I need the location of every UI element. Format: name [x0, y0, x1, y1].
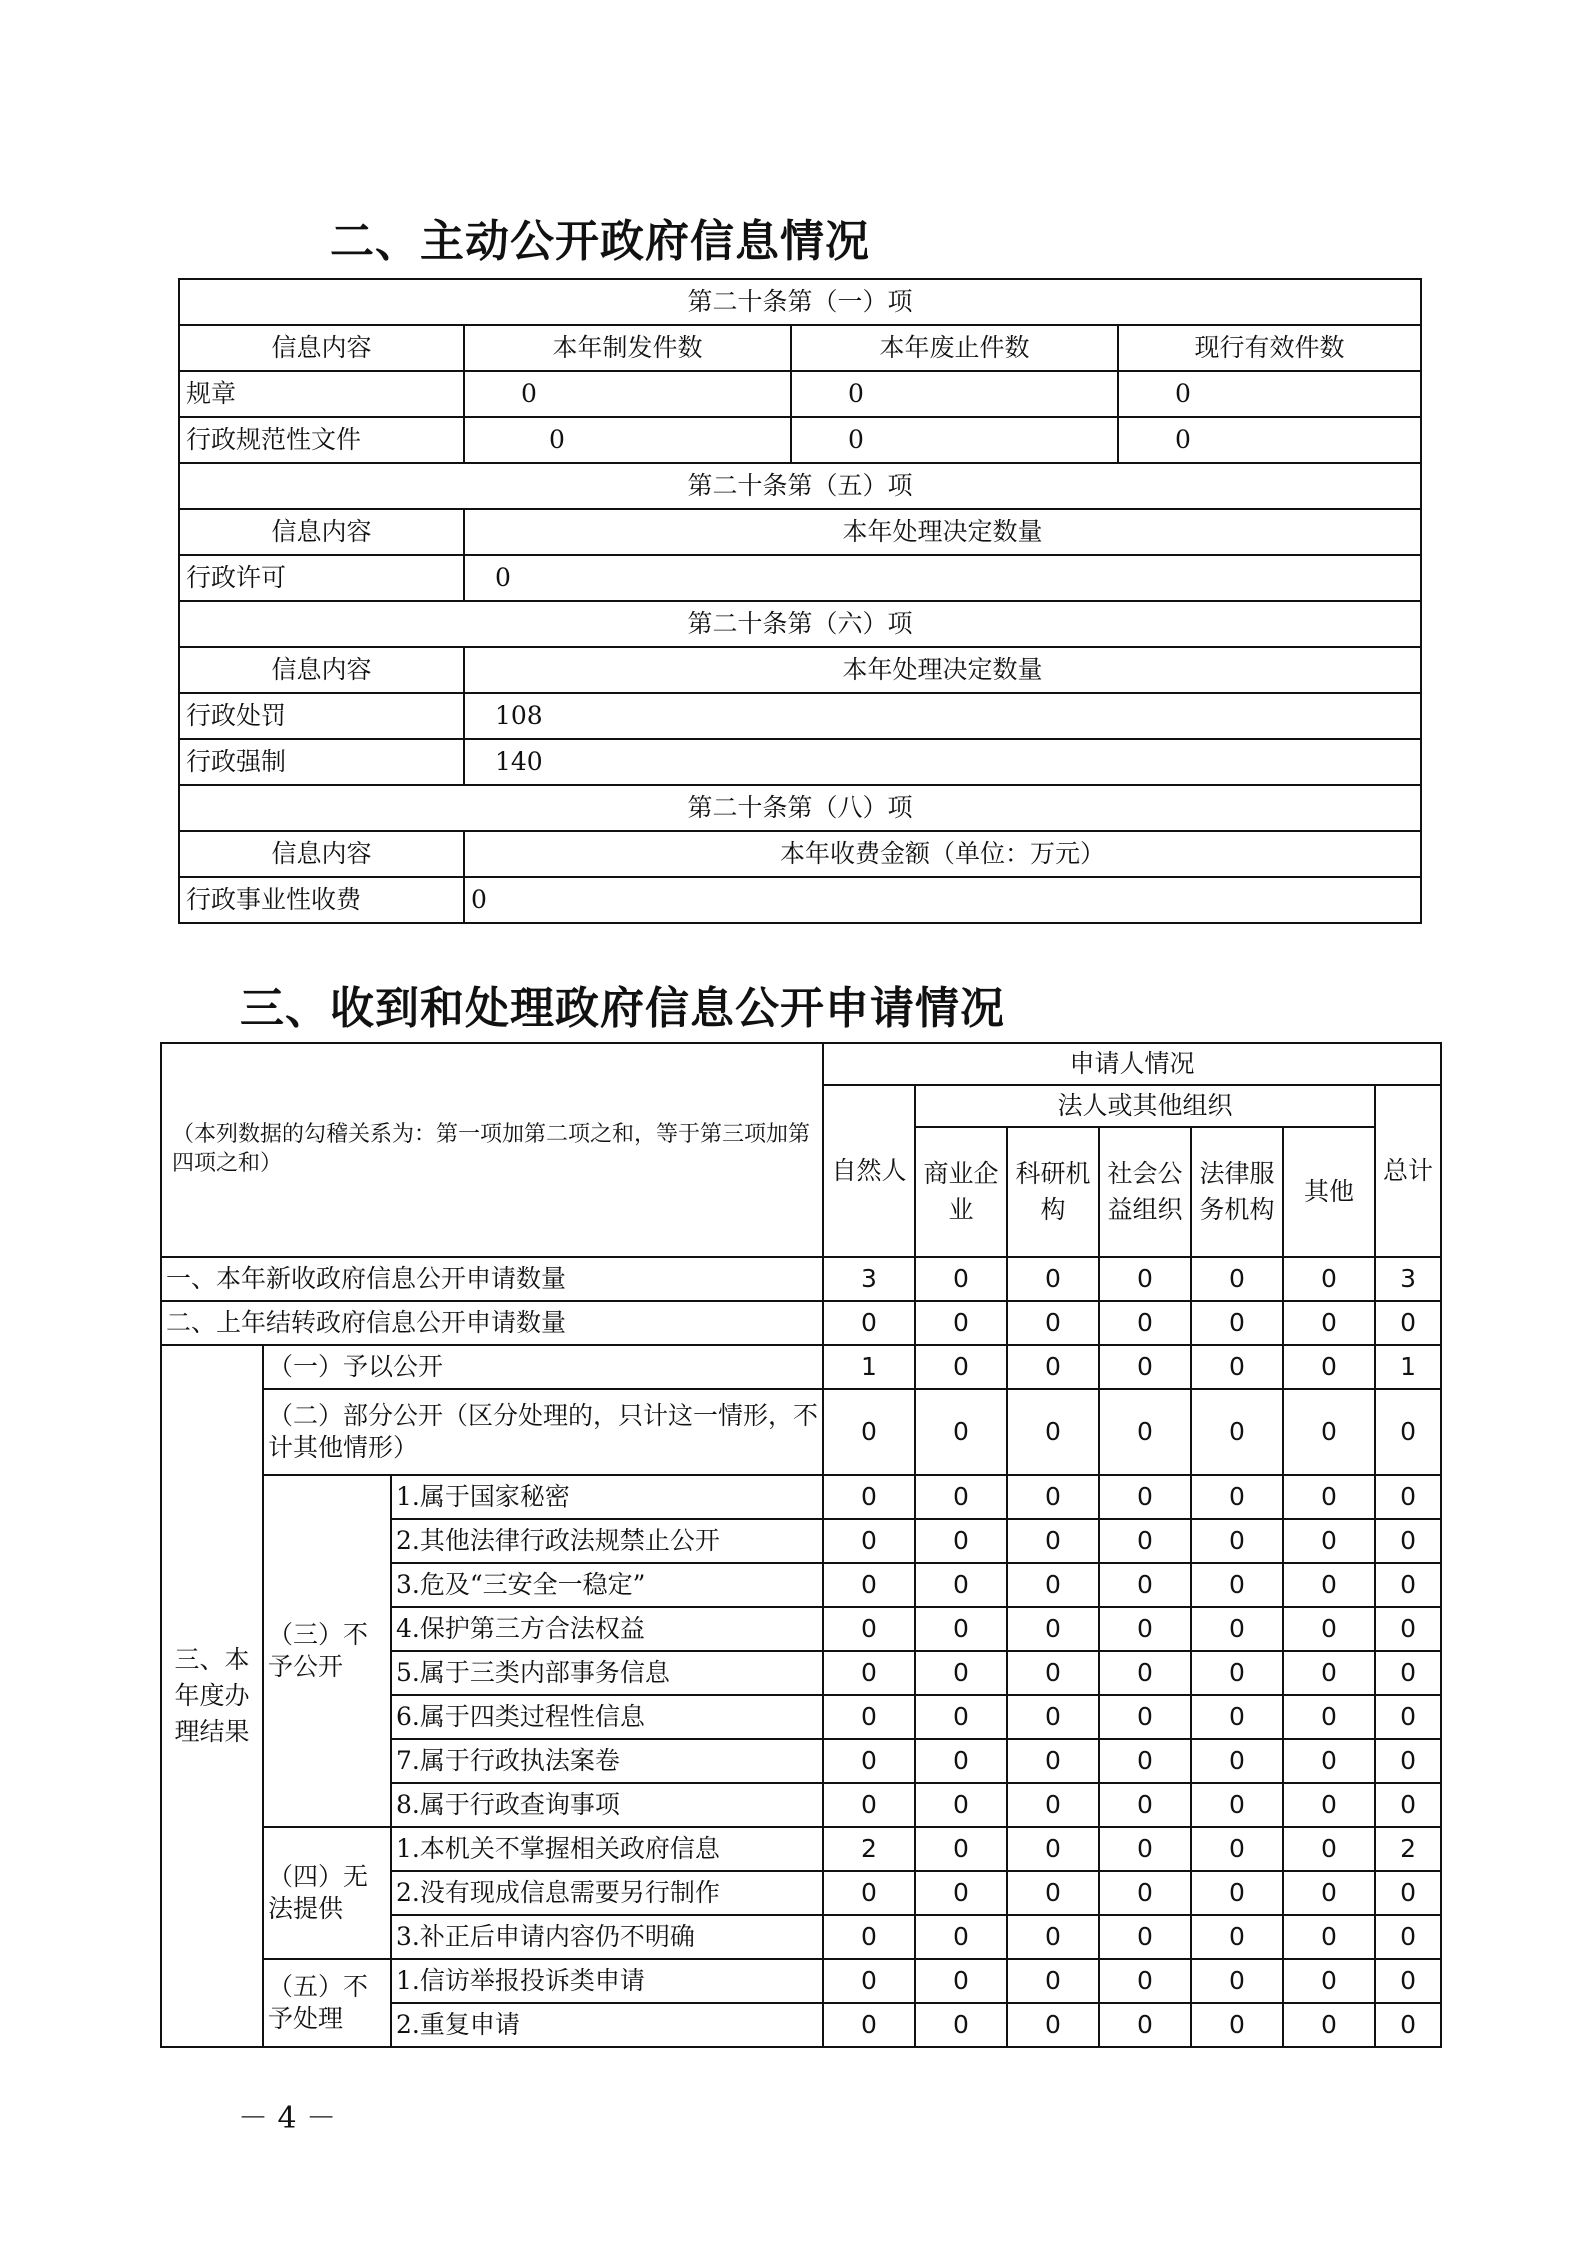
table-cell: 108 [464, 693, 1421, 739]
table-cell: 0 [823, 1651, 915, 1695]
table-cell: 0 [1007, 1739, 1099, 1783]
table-cell: 0 [823, 1783, 915, 1827]
table-row [179, 739, 1421, 785]
column-header: 信息内容 [179, 325, 464, 371]
table-cell: 0 [1007, 1871, 1099, 1915]
table-cell: 0 [823, 2003, 915, 2047]
group-label-results: 三、本年度办理结果 [161, 1345, 263, 2047]
table-cell: 0 [1283, 1519, 1375, 1563]
table-cell: 3 [1375, 1257, 1441, 1301]
table-cell: 0 [791, 371, 1118, 417]
table-cell: 0 [464, 555, 1421, 601]
table-cell: 0 [1099, 1389, 1191, 1475]
table-cell: 0 [1191, 1915, 1283, 1959]
table-cell: 0 [1283, 1389, 1375, 1475]
table-row [161, 1345, 1441, 1389]
table-cell: 0 [1007, 1827, 1099, 1871]
table-cell: 0 [1007, 1389, 1099, 1475]
table-cell: 0 [1007, 1563, 1099, 1607]
table-cell: 0 [915, 1345, 1007, 1389]
table-cell: 0 [1375, 1389, 1441, 1475]
table-cell: 0 [915, 1827, 1007, 1871]
table-cell: 0 [915, 2003, 1007, 2047]
column-header: 本年收费金额（单位：万元） [464, 831, 1421, 877]
table-cell: 0 [464, 371, 791, 417]
row-label: （二）部分公开（区分处理的，只计这一情形，不计其他情形） [263, 1389, 823, 1475]
table-cell: 0 [1099, 1345, 1191, 1389]
article-header: 第二十条第（一）项 [179, 279, 1421, 325]
table-row [179, 831, 1421, 877]
table-cell: 0 [1007, 1519, 1099, 1563]
table-cell: 0 [915, 1563, 1007, 1607]
table-cell: 0 [1099, 1651, 1191, 1695]
table-cell: 2 [1375, 1827, 1441, 1871]
column-header: 本年处理决定数量 [464, 647, 1421, 693]
table-cell: 0 [1191, 1959, 1283, 2003]
row-label: 行政事业性收费 [179, 877, 464, 923]
table-cell: 0 [1099, 1739, 1191, 1783]
table-cell: 0 [1375, 1519, 1441, 1563]
page-number: － 4 － [238, 2101, 337, 2136]
table-cell: 0 [915, 1915, 1007, 1959]
table-cell: 0 [1007, 1257, 1099, 1301]
reconciliation-note: （本列数据的勾稽关系为：第一项加第二项之和，等于第三项加第四项之和） [161, 1043, 823, 1257]
table-cell: 0 [1099, 1871, 1191, 1915]
table-cell: 0 [1099, 1301, 1191, 1345]
table-row [179, 509, 1421, 555]
column-header: 现行有效件数 [1118, 325, 1421, 371]
article-header: 第二十条第（六）项 [179, 601, 1421, 647]
table-row [161, 1475, 1441, 1519]
table-cell: 1 [1375, 1345, 1441, 1389]
row-label: 4.保护第三方合法权益 [391, 1607, 823, 1651]
table-cell: 0 [1099, 1519, 1191, 1563]
table-cell: 0 [1118, 417, 1421, 463]
article-header: 第二十条第（八）项 [179, 785, 1421, 831]
table-cell: 0 [915, 1301, 1007, 1345]
table-cell: 0 [1283, 1959, 1375, 2003]
table-cell: 0 [823, 1301, 915, 1345]
table-cell: 140 [464, 739, 1421, 785]
table-row [161, 1959, 1441, 2003]
row-label: 7.属于行政执法案卷 [391, 1739, 823, 1783]
table-cell: 0 [791, 417, 1118, 463]
table-cell: 0 [1007, 2003, 1099, 2047]
table-cell: 0 [1375, 1959, 1441, 2003]
column-header: 本年处理决定数量 [464, 509, 1421, 555]
table-cell: 0 [1375, 1915, 1441, 1959]
table-cell: 0 [1099, 1959, 1191, 2003]
table-cell: 0 [1375, 1563, 1441, 1607]
row-label: 行政强制 [179, 739, 464, 785]
table-cell: 0 [1283, 1827, 1375, 1871]
table-cell: 0 [1007, 1695, 1099, 1739]
table-cell: 0 [915, 1871, 1007, 1915]
column-header-legal: 法人或其他组织 [915, 1085, 1375, 1127]
table-cell: 0 [1099, 1783, 1191, 1827]
table-cell: 0 [1191, 1783, 1283, 1827]
row-label: 2.没有现成信息需要另行制作 [391, 1871, 823, 1915]
table-row [179, 463, 1421, 509]
column-header-public: 社会公益组织 [1099, 1127, 1191, 1257]
table-cell: 0 [1375, 1783, 1441, 1827]
section3-title: 三、收到和处理政府信息公开申请情况 [240, 983, 1005, 1034]
table-cell: 0 [1191, 2003, 1283, 2047]
table-cell: 0 [915, 1739, 1007, 1783]
table-cell: 0 [1375, 1301, 1441, 1345]
table-cell: 0 [1283, 1739, 1375, 1783]
table-cell: 0 [1191, 1607, 1283, 1651]
table-row [179, 555, 1421, 601]
table-cell: 0 [1191, 1827, 1283, 1871]
table-cell: 0 [1283, 1475, 1375, 1519]
table-row [179, 417, 1421, 463]
table-cell: 0 [823, 1563, 915, 1607]
row-label: 1.本机关不掌握相关政府信息 [391, 1827, 823, 1871]
column-header: 信息内容 [179, 509, 464, 555]
row-label: 3.补正后申请内容仍不明确 [391, 1915, 823, 1959]
table-cell: 0 [823, 1607, 915, 1651]
row-label: 二、上年结转政府信息公开申请数量 [161, 1301, 823, 1345]
table-cell: 0 [1191, 1695, 1283, 1739]
row-label: 一、本年新收政府信息公开申请数量 [161, 1257, 823, 1301]
table-cell: 0 [1007, 1345, 1099, 1389]
table-row [179, 877, 1421, 923]
table-row [161, 1257, 1441, 1301]
group-label-not-open: （三）不予公开 [263, 1475, 391, 1827]
table-cell: 0 [464, 877, 1421, 923]
table-cell: 0 [1375, 1739, 1441, 1783]
table-cell: 0 [1283, 1871, 1375, 1915]
table-cell: 0 [915, 1389, 1007, 1475]
row-label: 5.属于三类内部事务信息 [391, 1651, 823, 1695]
application-handling-table [160, 1042, 1442, 2048]
table-cell: 0 [1375, 1607, 1441, 1651]
table-cell: 0 [1191, 1739, 1283, 1783]
table-cell: 0 [1191, 1301, 1283, 1345]
column-header-law: 法律服务机构 [1191, 1127, 1283, 1257]
table-cell: 0 [1375, 2003, 1441, 2047]
column-header-research: 科研机构 [1007, 1127, 1099, 1257]
row-label: 行政规范性文件 [179, 417, 464, 463]
table-cell: 0 [1099, 2003, 1191, 2047]
table-cell: 0 [915, 1959, 1007, 2003]
column-header-natural: 自然人 [823, 1085, 915, 1257]
table-cell: 0 [1099, 1475, 1191, 1519]
table-cell: 0 [915, 1695, 1007, 1739]
table-cell: 0 [1007, 1301, 1099, 1345]
table-cell: 3 [823, 1257, 915, 1301]
table-row [179, 601, 1421, 647]
column-header: 本年制发件数 [464, 325, 791, 371]
section2-title: 二、主动公开政府信息情况 [330, 216, 870, 267]
table-row [179, 371, 1421, 417]
table-cell: 0 [823, 1739, 915, 1783]
table-cell: 0 [1375, 1651, 1441, 1695]
table-cell: 0 [1007, 1607, 1099, 1651]
row-label: 3.危及“三安全一稳定” [391, 1563, 823, 1607]
row-label: 1.信访举报投诉类申请 [391, 1959, 823, 2003]
table-cell: 0 [915, 1783, 1007, 1827]
table-cell: 0 [1191, 1563, 1283, 1607]
row-label: 2.其他法律行政法规禁止公开 [391, 1519, 823, 1563]
table-cell: 0 [464, 417, 791, 463]
table-cell: 0 [1283, 1563, 1375, 1607]
row-label: 1.属于国家秘密 [391, 1475, 823, 1519]
table-cell: 0 [1007, 1651, 1099, 1695]
row-label: 6.属于四类过程性信息 [391, 1695, 823, 1739]
table-cell: 0 [1099, 1257, 1191, 1301]
table-cell: 0 [1283, 1257, 1375, 1301]
table-cell: 0 [823, 1475, 915, 1519]
row-label: 规章 [179, 371, 464, 417]
table-cell: 2 [823, 1827, 915, 1871]
table-cell: 0 [1191, 1651, 1283, 1695]
table-cell: 0 [1375, 1695, 1441, 1739]
table-cell: 0 [1191, 1257, 1283, 1301]
column-header: 信息内容 [179, 647, 464, 693]
table-cell: 0 [1099, 1563, 1191, 1607]
table-cell: 0 [1191, 1475, 1283, 1519]
table-cell: 0 [1375, 1475, 1441, 1519]
table-row [161, 1301, 1441, 1345]
table-cell: 0 [1283, 1345, 1375, 1389]
table-cell: 0 [1007, 1915, 1099, 1959]
table-cell: 0 [915, 1607, 1007, 1651]
table-cell: 0 [1283, 2003, 1375, 2047]
row-label: 行政许可 [179, 555, 464, 601]
table-row [161, 1827, 1441, 1871]
column-header-biz: 商业企业 [915, 1127, 1007, 1257]
table-row [179, 693, 1421, 739]
column-header: 本年废止件数 [791, 325, 1118, 371]
table-cell: 0 [823, 1389, 915, 1475]
table-cell: 0 [1191, 1389, 1283, 1475]
table-cell: 0 [1191, 1519, 1283, 1563]
table-cell: 0 [1099, 1915, 1191, 1959]
column-header: 信息内容 [179, 831, 464, 877]
table-row [179, 647, 1421, 693]
article-header: 第二十条第（五）项 [179, 463, 1421, 509]
column-header: 申请人情况 [823, 1043, 1441, 1085]
table-cell: 0 [823, 1915, 915, 1959]
table-cell: 0 [823, 1959, 915, 2003]
column-header-other: 其他 [1283, 1127, 1375, 1257]
table-cell: 0 [915, 1519, 1007, 1563]
column-header-total: 总计 [1375, 1085, 1441, 1257]
table-cell: 0 [823, 1871, 915, 1915]
row-label: （一）予以公开 [263, 1345, 823, 1389]
table-cell: 0 [1283, 1607, 1375, 1651]
table-cell: 0 [1118, 371, 1421, 417]
table-cell: 0 [1007, 1783, 1099, 1827]
table-cell: 0 [1283, 1651, 1375, 1695]
table-cell: 0 [1007, 1475, 1099, 1519]
table-cell: 0 [915, 1475, 1007, 1519]
table-cell: 0 [1191, 1345, 1283, 1389]
table-row [179, 785, 1421, 831]
table-cell: 0 [1283, 1301, 1375, 1345]
table-row [161, 1389, 1441, 1475]
proactive-disclosure-table [178, 278, 1422, 924]
table-cell: 0 [1375, 1871, 1441, 1915]
row-label: 2.重复申请 [391, 2003, 823, 2047]
row-label: 8.属于行政查询事项 [391, 1783, 823, 1827]
table-cell: 0 [1283, 1915, 1375, 1959]
table-cell: 0 [1283, 1783, 1375, 1827]
table-cell: 0 [1191, 1871, 1283, 1915]
group-label-not-processed: （五）不予处理 [263, 1959, 391, 2047]
table-cell: 0 [1283, 1695, 1375, 1739]
group-label-cannot-provide: （四）无法提供 [263, 1827, 391, 1959]
table-cell: 0 [915, 1651, 1007, 1695]
row-label: 行政处罚 [179, 693, 464, 739]
table-cell: 0 [1099, 1607, 1191, 1651]
table-cell: 1 [823, 1345, 915, 1389]
table-cell: 0 [1099, 1695, 1191, 1739]
table-cell: 0 [823, 1695, 915, 1739]
table-row [179, 325, 1421, 371]
table-cell: 0 [1007, 1959, 1099, 2003]
table-cell: 0 [823, 1519, 915, 1563]
table-row [179, 279, 1421, 325]
table-cell: 0 [1099, 1827, 1191, 1871]
table-cell: 0 [915, 1257, 1007, 1301]
table-row [161, 1043, 1441, 1085]
